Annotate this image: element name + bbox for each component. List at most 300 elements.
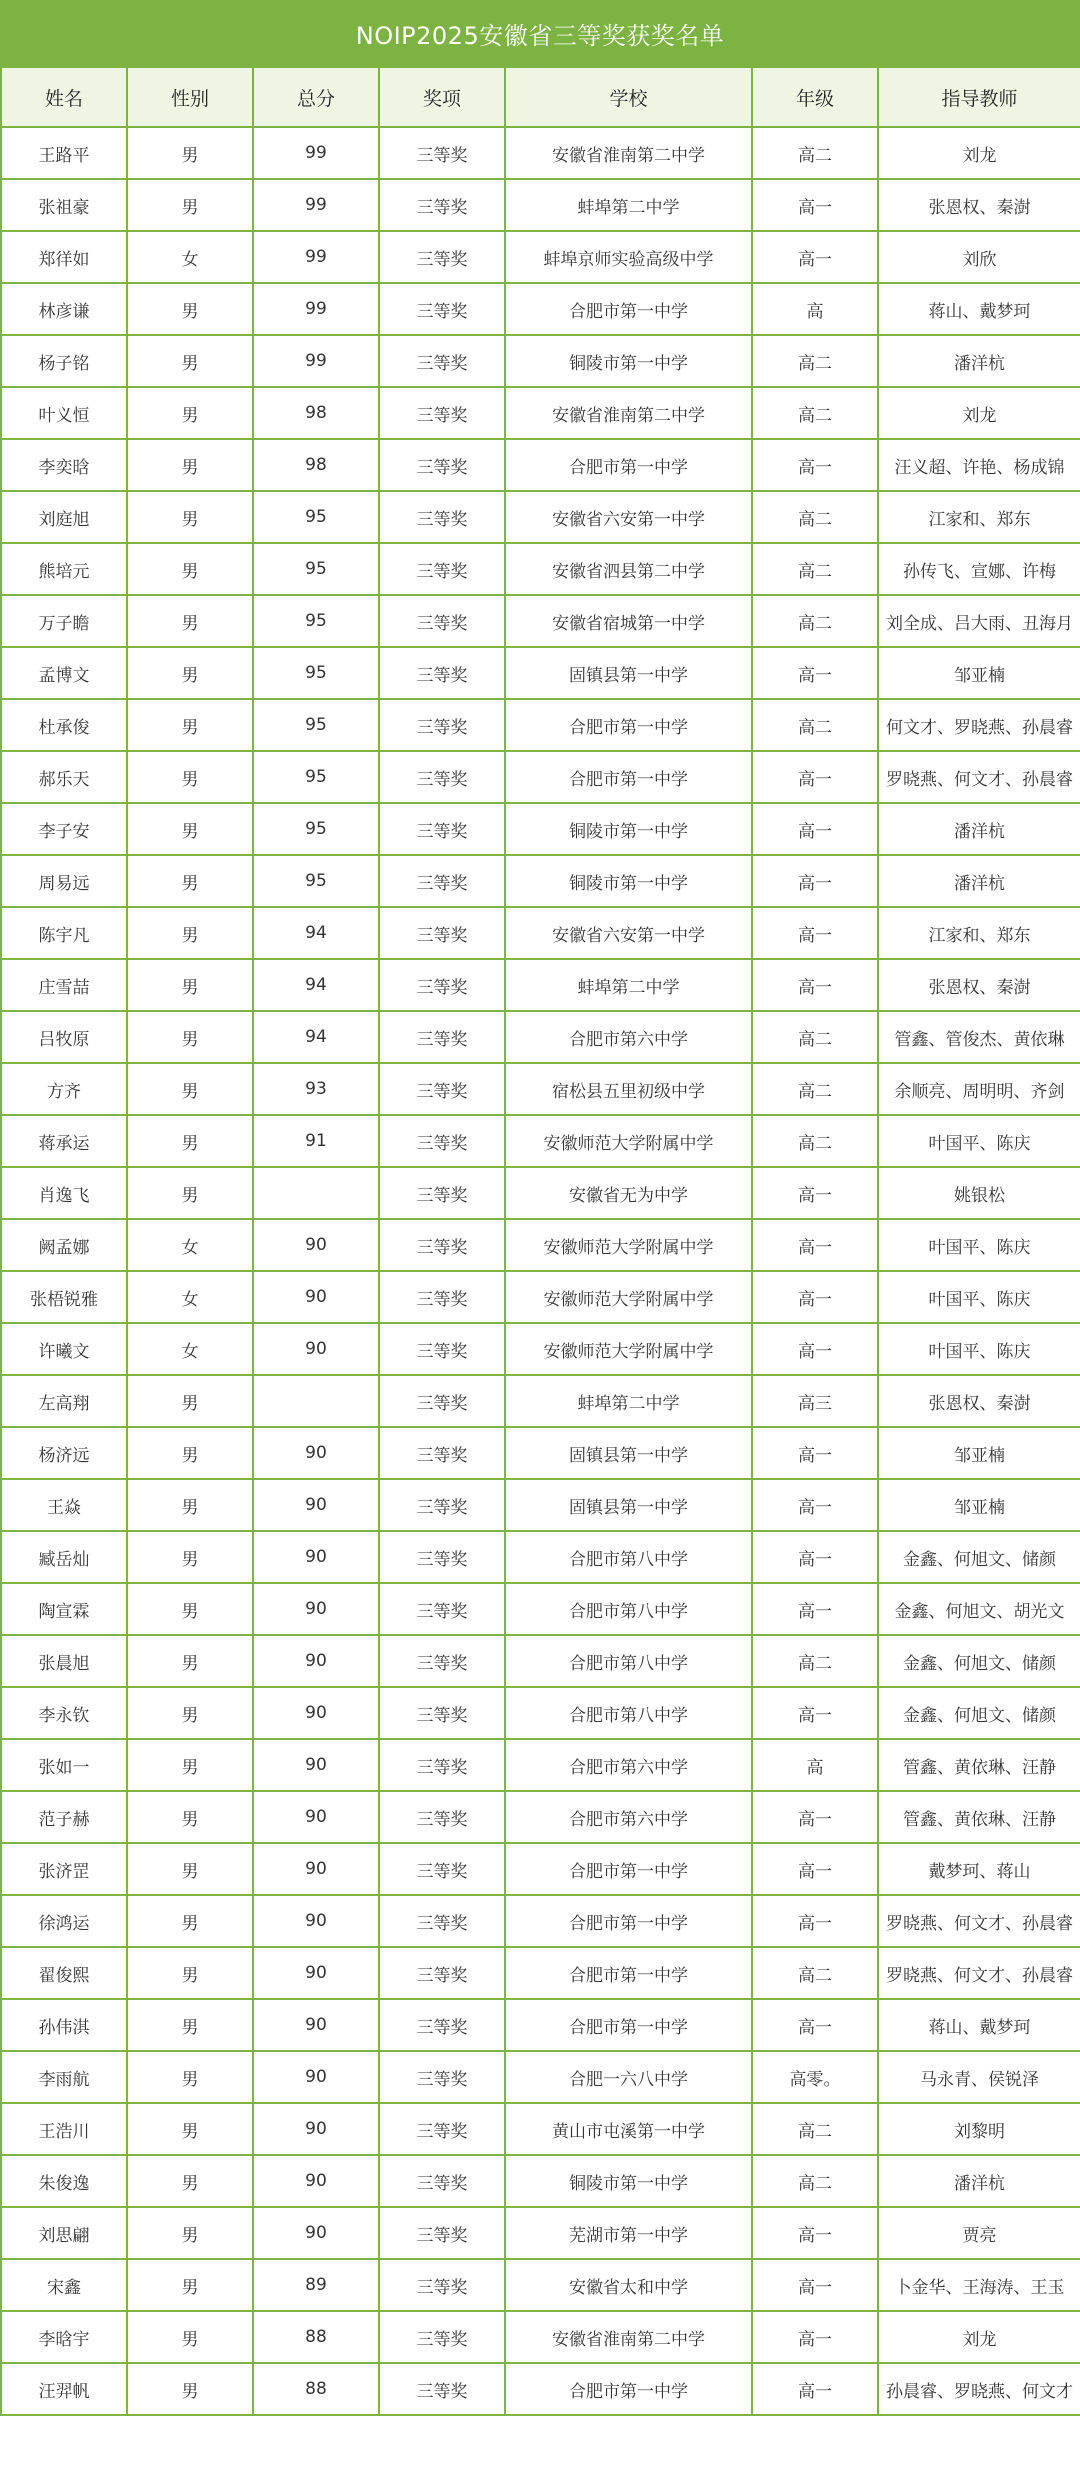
table-row	[1, 335, 1080, 387]
table-row	[1, 2259, 1080, 2311]
cell-teacher: 潘洋杭	[878, 2155, 1080, 2207]
cell-name: 臧岳灿	[1, 1531, 127, 1583]
cell-name: 郑徉如	[1, 231, 127, 283]
cell-grade: 高二	[752, 2155, 878, 2207]
cell-award: 三等奖	[379, 1635, 505, 1687]
table-row	[1, 231, 1080, 283]
cell-school: 固镇县第一中学	[505, 647, 752, 699]
table-row	[1, 2103, 1080, 2155]
cell-name: 刘庭旭	[1, 491, 127, 543]
table-row	[1, 1167, 1080, 1219]
cell-award: 三等奖	[379, 2259, 505, 2311]
cell-school: 安徽省淮南第二中学	[505, 387, 752, 439]
cell-teacher: 潘洋杭	[878, 803, 1080, 855]
cell-score: 99	[253, 283, 379, 335]
cell-gender: 男	[127, 959, 253, 1011]
cell-gender: 男	[127, 1687, 253, 1739]
table-row	[1, 1895, 1080, 1947]
header-award: 奖项	[379, 67, 505, 127]
cell-school: 合肥市第八中学	[505, 1687, 752, 1739]
table-row	[1, 1115, 1080, 1167]
cell-grade: 高二	[752, 1635, 878, 1687]
cell-gender: 男	[127, 335, 253, 387]
cell-gender: 男	[127, 1947, 253, 1999]
cell-score: 90	[253, 1323, 379, 1375]
cell-teacher: 张恩权、秦澍	[878, 1375, 1080, 1427]
table-row	[1, 595, 1080, 647]
cell-score: 95	[253, 491, 379, 543]
cell-name: 孟博文	[1, 647, 127, 699]
cell-award: 三等奖	[379, 1427, 505, 1479]
cell-teacher: 张恩权、秦澍	[878, 959, 1080, 1011]
table-row	[1, 1375, 1080, 1427]
table-row	[1, 1687, 1080, 1739]
cell-grade: 高二	[752, 1947, 878, 1999]
header-row	[1, 67, 1080, 127]
cell-score: 94	[253, 1011, 379, 1063]
cell-name: 杨子铭	[1, 335, 127, 387]
cell-name: 刘思翩	[1, 2207, 127, 2259]
cell-gender: 男	[127, 1583, 253, 1635]
cell-name: 陶宣霖	[1, 1583, 127, 1635]
table-row	[1, 2207, 1080, 2259]
cell-score	[253, 1167, 379, 1219]
cell-award: 三等奖	[379, 1739, 505, 1791]
cell-name: 李晗宇	[1, 2311, 127, 2363]
cell-school: 安徽师范大学附属中学	[505, 1271, 752, 1323]
cell-gender: 男	[127, 179, 253, 231]
cell-gender: 男	[127, 127, 253, 179]
cell-grade: 高一	[752, 231, 878, 283]
cell-grade: 高一	[752, 2259, 878, 2311]
cell-teacher: 邹亚楠	[878, 1479, 1080, 1531]
cell-score: 90	[253, 1479, 379, 1531]
table-row	[1, 1219, 1080, 1271]
cell-teacher: 孙晨睿、罗晓燕、何文才	[878, 2363, 1080, 2415]
cell-gender: 男	[127, 2103, 253, 2155]
cell-award: 三等奖	[379, 1115, 505, 1167]
cell-grade: 高一	[752, 1531, 878, 1583]
cell-grade: 高二	[752, 595, 878, 647]
table-row	[1, 647, 1080, 699]
cell-grade: 高二	[752, 387, 878, 439]
cell-teacher: 刘龙	[878, 127, 1080, 179]
cell-grade: 高二	[752, 491, 878, 543]
cell-name: 王浩川	[1, 2103, 127, 2155]
cell-gender: 男	[127, 1479, 253, 1531]
cell-name: 方齐	[1, 1063, 127, 1115]
cell-grade: 高一	[752, 1323, 878, 1375]
cell-grade: 高一	[752, 1791, 878, 1843]
cell-teacher: 卜金华、王海涛、王玉	[878, 2259, 1080, 2311]
cell-grade: 高	[752, 283, 878, 335]
cell-score: 90	[253, 1219, 379, 1271]
cell-name: 熊培元	[1, 543, 127, 595]
cell-name: 张如一	[1, 1739, 127, 1791]
cell-grade: 高一	[752, 959, 878, 1011]
cell-award: 三等奖	[379, 1323, 505, 1375]
cell-score: 99	[253, 179, 379, 231]
header-score: 总分	[253, 67, 379, 127]
cell-teacher: 罗晓燕、何文才、孙晨睿	[878, 1895, 1080, 1947]
cell-award: 三等奖	[379, 803, 505, 855]
cell-award: 三等奖	[379, 855, 505, 907]
table-row	[1, 1271, 1080, 1323]
cell-score: 88	[253, 2311, 379, 2363]
cell-score: 90	[253, 2155, 379, 2207]
cell-name: 李雨航	[1, 2051, 127, 2103]
cell-grade: 高一	[752, 1999, 878, 2051]
cell-award: 三等奖	[379, 751, 505, 803]
cell-gender: 男	[127, 751, 253, 803]
cell-teacher: 叶国平、陈庆	[878, 1219, 1080, 1271]
cell-grade: 高一	[752, 1271, 878, 1323]
cell-school: 合肥市第一中学	[505, 1947, 752, 1999]
table-row	[1, 1063, 1080, 1115]
cell-school: 安徽省太和中学	[505, 2259, 752, 2311]
cell-gender: 男	[127, 283, 253, 335]
cell-grade: 高二	[752, 1115, 878, 1167]
cell-score: 90	[253, 1791, 379, 1843]
cell-school: 合肥市第一中学	[505, 751, 752, 803]
cell-grade: 高零。	[752, 2051, 878, 2103]
cell-award: 三等奖	[379, 2155, 505, 2207]
cell-school: 合肥市第八中学	[505, 1531, 752, 1583]
cell-score: 95	[253, 699, 379, 751]
cell-award: 三等奖	[379, 439, 505, 491]
page-title: NOIP2025安徽省三等奖获奖名单	[0, 0, 1080, 66]
cell-score: 90	[253, 1687, 379, 1739]
cell-award: 三等奖	[379, 595, 505, 647]
cell-score: 90	[253, 1271, 379, 1323]
table-row	[1, 1531, 1080, 1583]
cell-school: 安徽省淮南第二中学	[505, 2311, 752, 2363]
cell-score: 95	[253, 751, 379, 803]
cell-grade: 高一	[752, 179, 878, 231]
cell-gender: 女	[127, 1219, 253, 1271]
table-row	[1, 1583, 1080, 1635]
cell-score: 90	[253, 2051, 379, 2103]
cell-award: 三等奖	[379, 1687, 505, 1739]
cell-gender: 男	[127, 1011, 253, 1063]
cell-award: 三等奖	[379, 699, 505, 751]
cell-gender: 男	[127, 1115, 253, 1167]
cell-grade: 高二	[752, 699, 878, 751]
cell-teacher: 管鑫、黄依琳、汪静	[878, 1791, 1080, 1843]
cell-gender: 男	[127, 2259, 253, 2311]
award-table	[0, 66, 1080, 2416]
cell-grade: 高二	[752, 2103, 878, 2155]
table-row	[1, 179, 1080, 231]
cell-grade: 高一	[752, 855, 878, 907]
cell-school: 芜湖市第一中学	[505, 2207, 752, 2259]
header-grade: 年级	[752, 67, 878, 127]
cell-gender: 男	[127, 1635, 253, 1687]
cell-award: 三等奖	[379, 2311, 505, 2363]
cell-award: 三等奖	[379, 647, 505, 699]
cell-school: 合肥市第六中学	[505, 1791, 752, 1843]
table-row	[1, 1427, 1080, 1479]
cell-score: 90	[253, 1999, 379, 2051]
table-row	[1, 907, 1080, 959]
cell-school: 合肥市第一中学	[505, 439, 752, 491]
cell-gender: 男	[127, 803, 253, 855]
cell-score: 99	[253, 127, 379, 179]
cell-score: 90	[253, 2103, 379, 2155]
table-row	[1, 1843, 1080, 1895]
cell-award: 三等奖	[379, 2103, 505, 2155]
cell-award: 三等奖	[379, 127, 505, 179]
cell-name: 叶义恒	[1, 387, 127, 439]
cell-award: 三等奖	[379, 907, 505, 959]
table-row	[1, 751, 1080, 803]
cell-teacher: 孙传飞、宣娜、许梅	[878, 543, 1080, 595]
cell-gender: 男	[127, 1531, 253, 1583]
cell-award: 三等奖	[379, 1219, 505, 1271]
cell-name: 陈宇凡	[1, 907, 127, 959]
header-school: 学校	[505, 67, 752, 127]
cell-name: 肖逸飞	[1, 1167, 127, 1219]
table-row	[1, 803, 1080, 855]
cell-gender: 男	[127, 2363, 253, 2415]
cell-score: 94	[253, 907, 379, 959]
cell-award: 三等奖	[379, 1843, 505, 1895]
cell-award: 三等奖	[379, 179, 505, 231]
cell-award: 三等奖	[379, 1271, 505, 1323]
cell-award: 三等奖	[379, 1999, 505, 2051]
table-body	[1, 127, 1080, 2415]
cell-school: 安徽师范大学附属中学	[505, 1219, 752, 1271]
cell-score: 99	[253, 231, 379, 283]
cell-award: 三等奖	[379, 335, 505, 387]
cell-school: 合肥市第六中学	[505, 1011, 752, 1063]
cell-score: 98	[253, 439, 379, 491]
cell-award: 三等奖	[379, 543, 505, 595]
table-row	[1, 491, 1080, 543]
cell-teacher: 姚银松	[878, 1167, 1080, 1219]
cell-name: 王焱	[1, 1479, 127, 1531]
cell-school: 安徽师范大学附属中学	[505, 1115, 752, 1167]
cell-name: 许曦文	[1, 1323, 127, 1375]
cell-school: 固镇县第一中学	[505, 1427, 752, 1479]
cell-gender: 男	[127, 1999, 253, 2051]
cell-teacher: 刘龙	[878, 387, 1080, 439]
table-row	[1, 699, 1080, 751]
cell-name: 翟俊熙	[1, 1947, 127, 1999]
cell-name: 李子安	[1, 803, 127, 855]
cell-grade: 高一	[752, 439, 878, 491]
cell-grade: 高一	[752, 1895, 878, 1947]
cell-school: 合肥一六八中学	[505, 2051, 752, 2103]
cell-gender: 男	[127, 2207, 253, 2259]
cell-school: 合肥市第八中学	[505, 1583, 752, 1635]
cell-school: 蚌埠京师实验高级中学	[505, 231, 752, 283]
cell-teacher: 金鑫、何旭文、储颜	[878, 1531, 1080, 1583]
cell-teacher: 金鑫、何旭文、胡光文	[878, 1583, 1080, 1635]
cell-gender: 男	[127, 907, 253, 959]
cell-school: 安徽省淮南第二中学	[505, 127, 752, 179]
cell-teacher: 邹亚楠	[878, 647, 1080, 699]
cell-grade: 高一	[752, 907, 878, 959]
cell-school: 合肥市第一中学	[505, 1999, 752, 2051]
cell-gender: 女	[127, 231, 253, 283]
cell-school: 安徽省无为中学	[505, 1167, 752, 1219]
cell-teacher: 刘全成、吕大雨、丑海月	[878, 595, 1080, 647]
cell-school: 安徽省宿城第一中学	[505, 595, 752, 647]
cell-gender: 男	[127, 1375, 253, 1427]
cell-name: 庄雪喆	[1, 959, 127, 1011]
cell-school: 铜陵市第一中学	[505, 335, 752, 387]
cell-grade: 高一	[752, 1479, 878, 1531]
cell-name: 杨济远	[1, 1427, 127, 1479]
cell-name: 郝乐天	[1, 751, 127, 803]
cell-gender: 男	[127, 543, 253, 595]
cell-gender: 男	[127, 647, 253, 699]
cell-teacher: 管鑫、管俊杰、黄依琳	[878, 1011, 1080, 1063]
cell-award: 三等奖	[379, 491, 505, 543]
cell-name: 李永钦	[1, 1687, 127, 1739]
table-row	[1, 2051, 1080, 2103]
cell-school: 蚌埠第二中学	[505, 1375, 752, 1427]
cell-score: 95	[253, 855, 379, 907]
cell-award: 三等奖	[379, 2207, 505, 2259]
cell-score: 88	[253, 2363, 379, 2415]
cell-gender: 男	[127, 1843, 253, 1895]
cell-score: 90	[253, 1947, 379, 1999]
table-row	[1, 543, 1080, 595]
table-row	[1, 387, 1080, 439]
cell-teacher: 潘洋杭	[878, 855, 1080, 907]
cell-award: 三等奖	[379, 1167, 505, 1219]
cell-gender: 女	[127, 1323, 253, 1375]
cell-gender: 女	[127, 1271, 253, 1323]
cell-school: 合肥市第八中学	[505, 1635, 752, 1687]
cell-grade: 高二	[752, 543, 878, 595]
cell-teacher: 叶国平、陈庆	[878, 1271, 1080, 1323]
cell-award: 三等奖	[379, 2051, 505, 2103]
cell-teacher: 贾亮	[878, 2207, 1080, 2259]
cell-grade: 高一	[752, 2363, 878, 2415]
cell-grade: 高一	[752, 647, 878, 699]
cell-grade: 高一	[752, 1427, 878, 1479]
cell-gender: 男	[127, 2155, 253, 2207]
cell-score: 90	[253, 1531, 379, 1583]
cell-gender: 男	[127, 491, 253, 543]
table-row	[1, 1323, 1080, 1375]
cell-score: 99	[253, 335, 379, 387]
cell-name: 徐鸿运	[1, 1895, 127, 1947]
cell-teacher: 罗晓燕、何文才、孙晨睿	[878, 751, 1080, 803]
cell-score: 93	[253, 1063, 379, 1115]
cell-school: 合肥市第一中学	[505, 699, 752, 751]
cell-school: 安徽师范大学附属中学	[505, 1323, 752, 1375]
cell-gender: 男	[127, 699, 253, 751]
cell-award: 三等奖	[379, 283, 505, 335]
cell-award: 三等奖	[379, 1531, 505, 1583]
cell-teacher: 刘欣	[878, 231, 1080, 283]
table-row	[1, 1635, 1080, 1687]
table-row	[1, 1947, 1080, 1999]
cell-name: 杜承俊	[1, 699, 127, 751]
cell-score: 94	[253, 959, 379, 1011]
cell-score: 90	[253, 1427, 379, 1479]
cell-teacher: 罗晓燕、何文才、孙晨睿	[878, 1947, 1080, 1999]
cell-name: 朱俊逸	[1, 2155, 127, 2207]
cell-name: 阙孟娜	[1, 1219, 127, 1271]
cell-score: 90	[253, 1843, 379, 1895]
cell-grade: 高二	[752, 335, 878, 387]
cell-gender: 男	[127, 595, 253, 647]
cell-gender: 男	[127, 1427, 253, 1479]
cell-score: 90	[253, 1739, 379, 1791]
cell-grade: 高一	[752, 1167, 878, 1219]
cell-school: 安徽省泗县第二中学	[505, 543, 752, 595]
cell-school: 安徽省六安第一中学	[505, 907, 752, 959]
cell-teacher: 管鑫、黄依琳、汪静	[878, 1739, 1080, 1791]
cell-grade: 高	[752, 1739, 878, 1791]
cell-school: 合肥市第一中学	[505, 2363, 752, 2415]
cell-name: 左高翔	[1, 1375, 127, 1427]
cell-school: 合肥市第一中学	[505, 283, 752, 335]
cell-award: 三等奖	[379, 1479, 505, 1531]
cell-teacher: 潘洋杭	[878, 335, 1080, 387]
cell-name: 蒋承运	[1, 1115, 127, 1167]
cell-teacher: 江家和、郑东	[878, 491, 1080, 543]
table-row	[1, 959, 1080, 1011]
cell-school: 安徽省六安第一中学	[505, 491, 752, 543]
cell-teacher: 张恩权、秦澍	[878, 179, 1080, 231]
cell-score: 98	[253, 387, 379, 439]
cell-award: 三等奖	[379, 1063, 505, 1115]
table-row	[1, 283, 1080, 335]
cell-teacher: 江家和、郑东	[878, 907, 1080, 959]
cell-award: 三等奖	[379, 959, 505, 1011]
cell-teacher: 汪义超、许艳、杨成锦	[878, 439, 1080, 491]
cell-award: 三等奖	[379, 387, 505, 439]
cell-name: 张济罡	[1, 1843, 127, 1895]
table-row	[1, 2311, 1080, 2363]
cell-school: 铜陵市第一中学	[505, 803, 752, 855]
cell-teacher: 邹亚楠	[878, 1427, 1080, 1479]
cell-gender: 男	[127, 439, 253, 491]
cell-school: 固镇县第一中学	[505, 1479, 752, 1531]
cell-award: 三等奖	[379, 1583, 505, 1635]
cell-grade: 高一	[752, 1219, 878, 1271]
cell-school: 铜陵市第一中学	[505, 855, 752, 907]
cell-grade: 高二	[752, 127, 878, 179]
cell-school: 合肥市第六中学	[505, 1739, 752, 1791]
cell-score: 90	[253, 1583, 379, 1635]
cell-grade: 高一	[752, 1843, 878, 1895]
cell-name: 张祖豪	[1, 179, 127, 231]
cell-name: 张梧锐雅	[1, 1271, 127, 1323]
cell-school: 合肥市第一中学	[505, 1843, 752, 1895]
cell-name: 王路平	[1, 127, 127, 179]
cell-score: 95	[253, 595, 379, 647]
cell-grade: 高一	[752, 751, 878, 803]
cell-award: 三等奖	[379, 2363, 505, 2415]
cell-teacher: 叶国平、陈庆	[878, 1323, 1080, 1375]
cell-name: 万子瞻	[1, 595, 127, 647]
cell-score: 95	[253, 543, 379, 595]
cell-name: 林彦谦	[1, 283, 127, 335]
cell-score: 90	[253, 1895, 379, 1947]
table-row	[1, 127, 1080, 179]
cell-award: 三等奖	[379, 1375, 505, 1427]
cell-name: 张晨旭	[1, 1635, 127, 1687]
table-row	[1, 439, 1080, 491]
table-row	[1, 1791, 1080, 1843]
